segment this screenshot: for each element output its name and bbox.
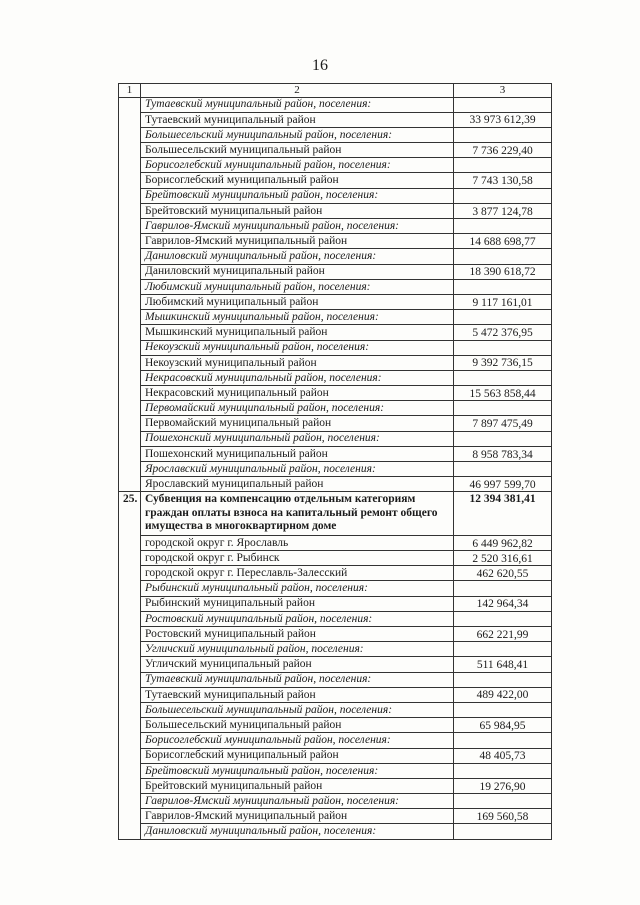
subheading-row	[119, 763, 552, 778]
subheading-row	[119, 824, 552, 839]
subheading-row	[119, 249, 552, 264]
row-name: городской округ г. Ярославль	[141, 535, 454, 550]
row-value: 8 958 783,34	[454, 446, 552, 461]
subheading-row	[119, 370, 552, 385]
row-number	[119, 249, 141, 264]
row-value	[454, 672, 552, 687]
row-name: Пошехонский муниципальный район, поселения:	[141, 431, 454, 446]
row-number	[119, 401, 141, 416]
row-number	[119, 97, 141, 112]
table-row	[119, 234, 552, 249]
row-number	[119, 462, 141, 477]
table-row	[119, 535, 552, 550]
row-number	[119, 416, 141, 431]
row-name: Борисоглебский муниципальный район	[141, 173, 454, 188]
row-value: 662 221,99	[454, 627, 552, 642]
header-col-1: 1	[119, 84, 141, 98]
row-number	[119, 824, 141, 839]
row-number	[119, 763, 141, 778]
row-name: Даниловский муниципальный район, поселения:	[141, 824, 454, 839]
subheading-row	[119, 462, 552, 477]
header-col-2: 2	[141, 84, 454, 98]
row-number	[119, 127, 141, 142]
row-value: 65 984,95	[454, 718, 552, 733]
subheading-row	[119, 158, 552, 173]
row-name: Пошехонский муниципальный район	[141, 446, 454, 461]
row-number	[119, 446, 141, 461]
row-name: Даниловский муниципальный район	[141, 264, 454, 279]
table-row	[119, 627, 552, 642]
row-value: 462 620,55	[454, 566, 552, 581]
table-row	[119, 446, 552, 461]
row-name: Гаврилов-Ямский муниципальный район, поселения:	[141, 219, 454, 234]
row-name: Некоузский муниципальный район	[141, 355, 454, 370]
row-value: 7 897 475,49	[454, 416, 552, 431]
row-name: Большесельский муниципальный район	[141, 718, 454, 733]
row-number	[119, 672, 141, 687]
row-value: 7 743 130,58	[454, 173, 552, 188]
row-number	[119, 748, 141, 763]
table-row	[119, 778, 552, 793]
row-name: Брейтовский муниципальный район	[141, 778, 454, 793]
row-value	[454, 611, 552, 626]
row-number	[119, 642, 141, 657]
row-value	[454, 401, 552, 416]
row-name: Даниловский муниципальный район, поселения:	[141, 249, 454, 264]
subheading-row	[119, 279, 552, 294]
table-row	[119, 809, 552, 824]
row-number	[119, 627, 141, 642]
row-number	[119, 386, 141, 401]
row-number	[119, 219, 141, 234]
subheading-row	[119, 188, 552, 203]
row-value	[454, 340, 552, 355]
row-number	[119, 310, 141, 325]
subheading-row	[119, 733, 552, 748]
row-value: 46 997 599,70	[454, 477, 552, 492]
subheading-row	[119, 794, 552, 809]
row-value	[454, 127, 552, 142]
row-number	[119, 234, 141, 249]
row-name: Любимский муниципальный район	[141, 294, 454, 309]
table-row	[119, 416, 552, 431]
row-name: Большесельский муниципальный район, поселения:	[141, 702, 454, 717]
row-value: 169 560,58	[454, 809, 552, 824]
row-name: Гаврилов-Ямский муниципальный район, поселения:	[141, 794, 454, 809]
row-value: 9 392 736,15	[454, 355, 552, 370]
subheading-row	[119, 702, 552, 717]
row-number	[119, 370, 141, 385]
row-value: 19 276,90	[454, 778, 552, 793]
row-number	[119, 566, 141, 581]
row-value	[454, 310, 552, 325]
subheading-row	[119, 611, 552, 626]
row-name: Тутаевский муниципальный район	[141, 112, 454, 127]
row-number	[119, 702, 141, 717]
row-value: 33 973 612,39	[454, 112, 552, 127]
subheading-row	[119, 642, 552, 657]
row-name: Рыбинский муниципальный район	[141, 596, 454, 611]
row-name: Ростовский муниципальный район, поселения:	[141, 611, 454, 626]
row-value: 12 394 381,41	[454, 492, 552, 536]
row-value	[454, 824, 552, 839]
row-number	[119, 596, 141, 611]
row-value	[454, 249, 552, 264]
row-name: Борисоглебский муниципальный район	[141, 748, 454, 763]
table-row	[119, 687, 552, 702]
table-row	[119, 325, 552, 340]
row-name: Ярославский муниципальный район	[141, 477, 454, 492]
row-number	[119, 657, 141, 672]
row-name: Субвенция на компенсацию отдельным категориям граждан оплаты взноса на капитальный ремонт общего имущества в многоквартирном доме	[141, 492, 454, 536]
row-value	[454, 733, 552, 748]
row-number	[119, 809, 141, 824]
row-number	[119, 143, 141, 158]
row-name: Любимский муниципальный район, поселения:	[141, 279, 454, 294]
subheading-row	[119, 97, 552, 112]
row-name: Угличский муниципальный район, поселения:	[141, 642, 454, 657]
row-name: городской округ г. Рыбинск	[141, 551, 454, 566]
row-number: 25.	[119, 492, 141, 536]
row-number	[119, 173, 141, 188]
row-name: Мышкинский муниципальный район	[141, 325, 454, 340]
row-value	[454, 97, 552, 112]
row-number	[119, 340, 141, 355]
row-name: городской округ г. Переславль-Залесский	[141, 566, 454, 581]
row-number	[119, 279, 141, 294]
row-number	[119, 112, 141, 127]
row-name: Некрасовский муниципальный район	[141, 386, 454, 401]
header-col-3: 3	[454, 84, 552, 98]
table-row	[119, 657, 552, 672]
row-value: 14 688 698,77	[454, 234, 552, 249]
row-name: Первомайский муниципальный район	[141, 416, 454, 431]
row-name: Тутаевский муниципальный район, поселения:	[141, 672, 454, 687]
row-name: Некоузский муниципальный район, поселения:	[141, 340, 454, 355]
row-name: Борисоглебский муниципальный район, поселения:	[141, 733, 454, 748]
row-name: Брейтовский муниципальный район, поселения:	[141, 763, 454, 778]
table-row	[119, 748, 552, 763]
row-name: Рыбинский муниципальный район, поселения:	[141, 581, 454, 596]
subheading-row	[119, 581, 552, 596]
row-value: 15 563 858,44	[454, 386, 552, 401]
subheading-row	[119, 127, 552, 142]
row-number	[119, 581, 141, 596]
row-value	[454, 188, 552, 203]
table-row	[119, 203, 552, 218]
row-value: 3 877 124,78	[454, 203, 552, 218]
subheading-row	[119, 401, 552, 416]
subheading-row	[119, 219, 552, 234]
table-row	[119, 477, 552, 492]
table-row	[119, 386, 552, 401]
row-value: 5 472 376,95	[454, 325, 552, 340]
row-name: Гаврилов-Ямский муниципальный район	[141, 809, 454, 824]
row-number	[119, 778, 141, 793]
row-number	[119, 733, 141, 748]
row-value	[454, 158, 552, 173]
row-number	[119, 431, 141, 446]
row-number	[119, 325, 141, 340]
row-name: Большесельский муниципальный район	[141, 143, 454, 158]
row-value: 9 117 161,01	[454, 294, 552, 309]
row-number	[119, 794, 141, 809]
row-name: Некрасовский муниципальный район, поселения:	[141, 370, 454, 385]
row-number	[119, 188, 141, 203]
row-value	[454, 794, 552, 809]
row-value: 489 422,00	[454, 687, 552, 702]
row-name: Ярославский муниципальный район, поселения:	[141, 462, 454, 477]
row-name: Ростовский муниципальный район	[141, 627, 454, 642]
table-row	[119, 294, 552, 309]
row-value: 511 648,41	[454, 657, 552, 672]
subheading-row	[119, 340, 552, 355]
row-number	[119, 477, 141, 492]
row-value: 6 449 962,82	[454, 535, 552, 550]
page-number: 16	[312, 57, 328, 74]
row-name: Борисоглебский муниципальный район, поселения:	[141, 158, 454, 173]
row-value: 48 405,73	[454, 748, 552, 763]
row-value	[454, 763, 552, 778]
row-value: 18 390 618,72	[454, 264, 552, 279]
row-number	[119, 158, 141, 173]
table-row	[119, 143, 552, 158]
row-name: Брейтовский муниципальный район	[141, 203, 454, 218]
row-number	[119, 294, 141, 309]
row-number	[119, 611, 141, 626]
row-name: Тутаевский муниципальный район	[141, 687, 454, 702]
table-row	[119, 596, 552, 611]
row-name: Угличский муниципальный район	[141, 657, 454, 672]
table-header-row	[119, 84, 552, 98]
row-number	[119, 687, 141, 702]
row-value: 142 964,34	[454, 596, 552, 611]
row-number	[119, 718, 141, 733]
row-number	[119, 203, 141, 218]
table-row	[119, 355, 552, 370]
row-name: Тутаевский муниципальный район, поселения:	[141, 97, 454, 112]
row-value	[454, 431, 552, 446]
row-value	[454, 581, 552, 596]
row-number	[119, 355, 141, 370]
subheading-row	[119, 672, 552, 687]
row-value: 2 520 316,61	[454, 551, 552, 566]
row-value	[454, 462, 552, 477]
budget-table	[118, 83, 552, 840]
row-value	[454, 279, 552, 294]
row-name: Большесельский муниципальный район, поселения:	[141, 127, 454, 142]
subheading-row	[119, 310, 552, 325]
section-row	[119, 492, 552, 536]
row-name: Мышкинский муниципальный район, поселения:	[141, 310, 454, 325]
row-number	[119, 551, 141, 566]
table-row	[119, 264, 552, 279]
row-value	[454, 219, 552, 234]
row-value	[454, 370, 552, 385]
table-row	[119, 173, 552, 188]
row-name: Гаврилов-Ямский муниципальный район	[141, 234, 454, 249]
table-row	[119, 112, 552, 127]
row-value	[454, 642, 552, 657]
table-row	[119, 566, 552, 581]
row-number	[119, 535, 141, 550]
row-name: Первомайский муниципальный район, поселения:	[141, 401, 454, 416]
row-value	[454, 702, 552, 717]
subheading-row	[119, 431, 552, 446]
row-name: Брейтовский муниципальный район, поселения:	[141, 188, 454, 203]
table-row	[119, 718, 552, 733]
row-value: 7 736 229,40	[454, 143, 552, 158]
row-number	[119, 264, 141, 279]
table-row	[119, 551, 552, 566]
